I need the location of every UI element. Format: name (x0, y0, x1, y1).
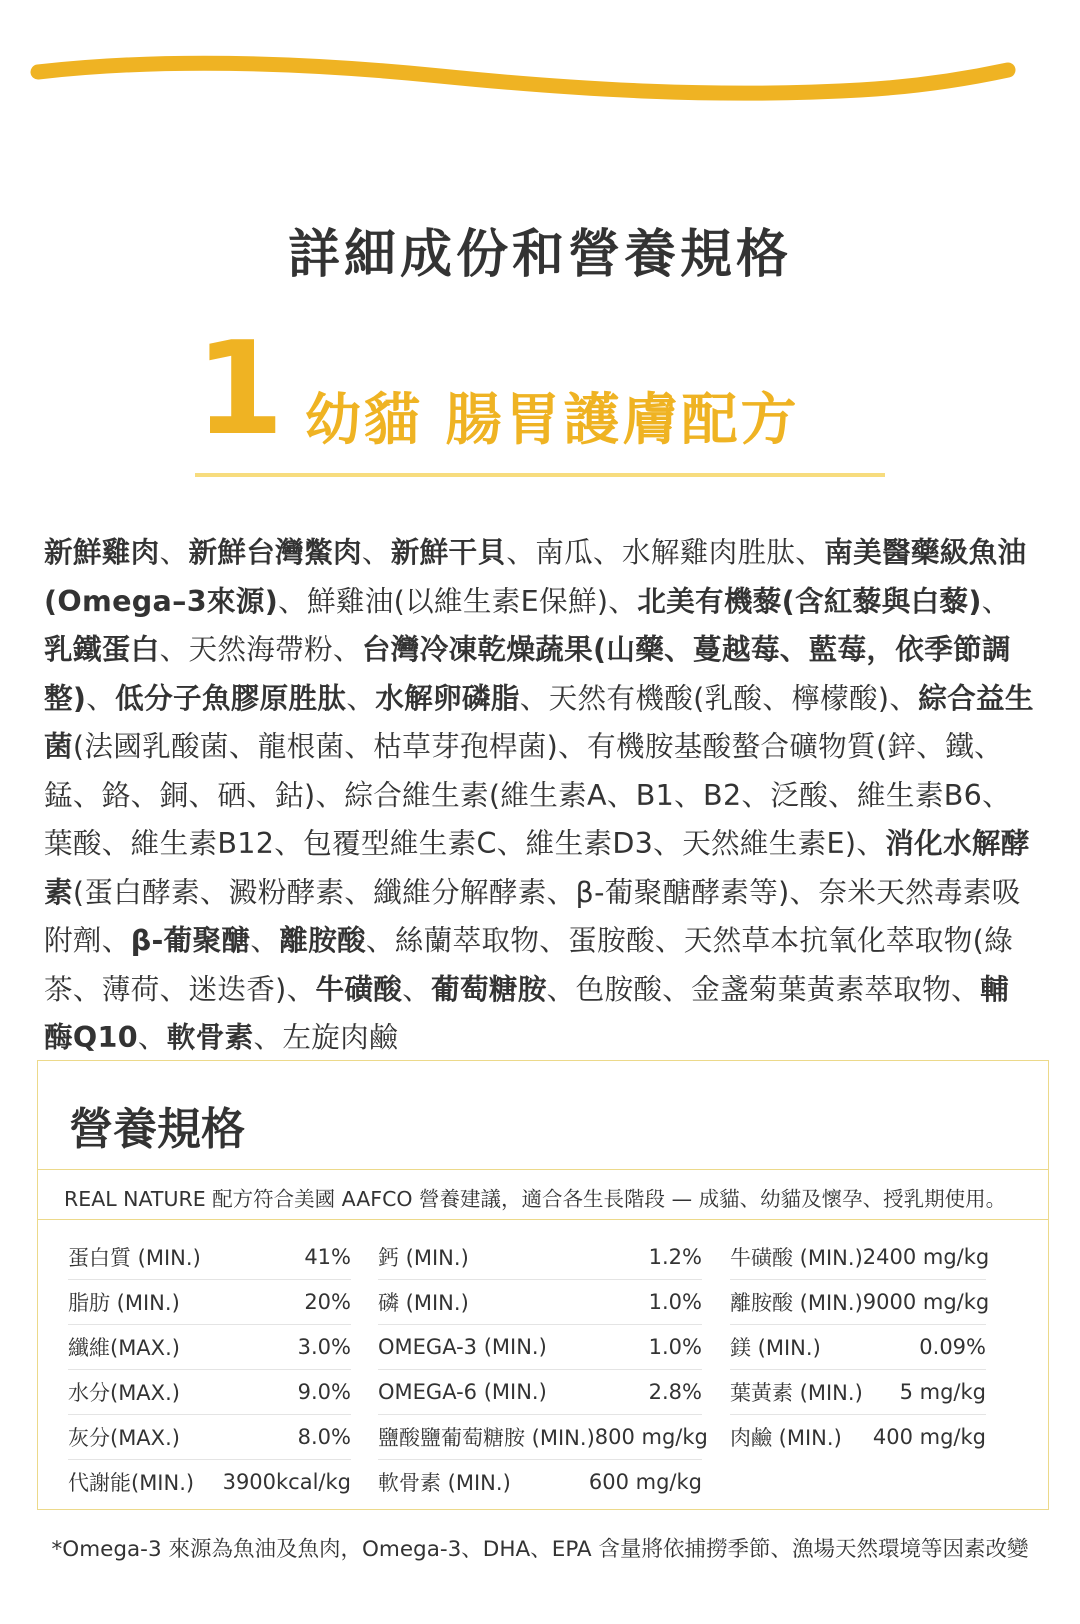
ingredient-highlight: 新鮮台灣鱉肉 (188, 535, 362, 569)
ingredient-text: 、 (159, 535, 189, 569)
nutrient-label: 脂肪 (MIN.) (68, 1291, 180, 1315)
nutrient-label: OMEGA-3 (MIN.) (378, 1335, 547, 1359)
nutrient-label: 磷 (MIN.) (378, 1291, 469, 1315)
nutrition-column-3 (730, 1235, 990, 1459)
ingredient-highlight: 新鮮干貝 (390, 535, 507, 569)
ingredient-text: 、 (86, 680, 116, 715)
nutrition-row (378, 1460, 702, 1504)
ingredient-highlight: 台灣冷凍乾燥蔬果(山藥、蔓越莓、藍莓，依季節調整) (44, 632, 1011, 715)
ingredient-highlight: 南美醫藥級魚油(Omega–3來源) (44, 535, 1027, 618)
nutrient-label: 鈣 (MIN.) (378, 1246, 469, 1270)
nutrient-value: 2400 mg/kg (862, 1245, 990, 1269)
ingredient-highlight: 低分子魚膠原胜肽 (115, 680, 347, 715)
nutrient-label: 灰分(MAX.) (68, 1426, 180, 1450)
nutrient-label: 纖維(MAX.) (68, 1336, 180, 1360)
nutrition-panel (37, 1060, 1049, 1510)
nutrition-row (68, 1460, 351, 1504)
nutrient-label: 代謝能(MIN.) (68, 1471, 195, 1495)
ingredient-text: (蛋白酵素、澱粉酵素、纖維分解酵素、β-葡聚醣酵素等)、奈米天然毒素吸附劑、 (44, 874, 1021, 957)
nutrient-label: OMEGA-6 (MIN.) (378, 1380, 547, 1404)
product-name: 幼貓 腸胃護膚配方 (305, 388, 800, 453)
product-number: 1 (195, 315, 285, 464)
nutrient-value: 9.0% (297, 1380, 351, 1404)
nutrient-value: 3.0% (297, 1335, 351, 1359)
nutrient-value: 5 mg/kg (899, 1380, 986, 1404)
ingredient-highlight: 牛磺酸 (315, 971, 403, 1006)
ingredient-text: (法國乳酸菌、龍根菌、枯草芽孢桿菌)、有機胺基酸螯合礦物質(鋅、鐵、錳、鉻、銅、硒、鈷)、綜合維生素(維生素A、B1、B2、泛酸、維生素B6、葉酸、維生素B12、包覆型維生素C、維生素D3、天然維生素E)、 (44, 729, 1012, 860)
ingredient-text: 、 (250, 923, 280, 957)
nutrition-column-1 (68, 1235, 351, 1504)
nutrition-row (378, 1370, 702, 1415)
nutrition-row (730, 1235, 990, 1280)
ingredient-highlight: 新鮮雞肉 (44, 535, 160, 569)
nutrition-row (68, 1325, 351, 1370)
nutrition-row (730, 1370, 986, 1415)
ingredient-text: 、 (981, 583, 1011, 618)
nutrient-value: 9000 mg/kg (862, 1290, 990, 1314)
nutrient-label: 水分(MAX.) (68, 1381, 180, 1405)
ingredient-highlight: β-葡聚醣 (130, 923, 251, 957)
nutrient-value: 400 mg/kg (872, 1425, 986, 1449)
nutrient-value: 600 mg/kg (588, 1470, 702, 1494)
nutrient-value: 1.0% (648, 1335, 702, 1359)
ingredient-highlight: 輔酶Q10 (44, 971, 1009, 1054)
nutrient-label: 鎂 (MIN.) (730, 1336, 821, 1360)
ingredient-highlight: 乳鐵蛋白 (44, 632, 160, 666)
ingredient-text: 、 (402, 971, 432, 1006)
nutrient-label: 肉鹼 (MIN.) (730, 1426, 842, 1450)
nutrient-label: 蛋白質 (MIN.) (68, 1246, 201, 1270)
ingredient-text: 、色胺酸、金盞菊葉黃素萃取物、 (546, 971, 981, 1006)
footnote: *Omega-3 來源為魚油及魚肉，Omega-3、DHA、EPA 含量將依捕撈季節、漁場天然環境等因素改變 (51, 1537, 1029, 1562)
ingredient-text: 、天然海帶粉、 (159, 632, 362, 666)
ingredient-highlight: 葡萄糖胺 (431, 971, 547, 1006)
nutrient-value: 3900kcal/kg (222, 1470, 351, 1494)
ingredient-text: 、鮮雞油(以維生素E保鮮)、 (278, 583, 638, 618)
nutrition-row (378, 1325, 702, 1370)
nutrient-label: 鹽酸鹽葡萄糖胺 (MIN.) (378, 1426, 595, 1450)
ingredient-text: 、 (346, 680, 376, 715)
nutrient-value: 20% (304, 1290, 351, 1314)
nutrient-value: 8.0% (297, 1425, 351, 1449)
nutrition-note-row (38, 1169, 1048, 1220)
nutrition-row (730, 1415, 986, 1459)
nutrient-value: 1.2% (648, 1245, 702, 1269)
ingredient-text: 、絲蘭萃取物、蛋胺酸、天然草本抗氧化萃取物(綠茶、薄荷、迷迭香)、 (44, 923, 1014, 1006)
page-title: 詳細成份和營養規格 (287, 225, 792, 285)
product-heading (195, 315, 885, 488)
ingredient-text: 、 (361, 535, 391, 569)
nutrition-column-2 (378, 1235, 708, 1504)
ingredient-highlight: 北美有機藜(含紅藜與白藜) (637, 583, 982, 618)
nutrition-row (68, 1370, 351, 1415)
nutrient-value: 41% (304, 1245, 351, 1269)
nutrient-label: 牛磺酸 (MIN.) (730, 1246, 863, 1270)
nutrient-value: 2.8% (648, 1380, 702, 1404)
ingredient-text: 、天然有機酸(乳酸、檸檬酸)、 (519, 680, 919, 715)
nutrition-title: 營養規格 (69, 1104, 245, 1155)
nutrient-label: 離胺酸 (MIN.) (730, 1291, 863, 1315)
nutrient-value: 800 mg/kg (594, 1425, 708, 1449)
ingredient-text: 、左旋肉鹼 (253, 1020, 398, 1054)
nutrition-row (730, 1280, 990, 1325)
nutrition-note: REAL NATURE 配方符合美國 AAFCO 營養建議，適合各生長階段 — 成貓、幼貓及懷孕、授乳期使用。 (64, 1187, 1007, 1211)
ingredient-text: 、南瓜、水解雞肉胜肽、 (506, 535, 825, 569)
nutrient-value: 0.09% (919, 1335, 986, 1359)
nutrient-label: 葉黃素 (MIN.) (730, 1381, 863, 1405)
ingredients-list (44, 528, 1036, 1062)
nutrition-row (378, 1415, 708, 1460)
ingredient-highlight: 軟骨素 (166, 1020, 254, 1054)
ingredient-highlight: 離胺酸 (279, 923, 366, 957)
ingredient-text: 、 (137, 1020, 167, 1054)
nutrient-value: 1.0% (648, 1290, 702, 1314)
nutrition-row (68, 1415, 351, 1460)
nutrition-row (730, 1325, 986, 1370)
nutrition-row (68, 1235, 351, 1280)
heading-underline (195, 473, 885, 477)
ingredient-highlight: 消化水解酵素 (44, 826, 1030, 909)
nutrition-row (68, 1280, 351, 1325)
ingredient-highlight: 綜合益生菌 (44, 680, 1034, 763)
nutrient-label: 軟骨素 (MIN.) (378, 1471, 511, 1495)
nutrition-row (378, 1235, 702, 1280)
nutrition-row (378, 1280, 702, 1325)
decorative-wave (0, 40, 1080, 130)
ingredient-highlight: 水解卵磷脂 (375, 680, 520, 715)
